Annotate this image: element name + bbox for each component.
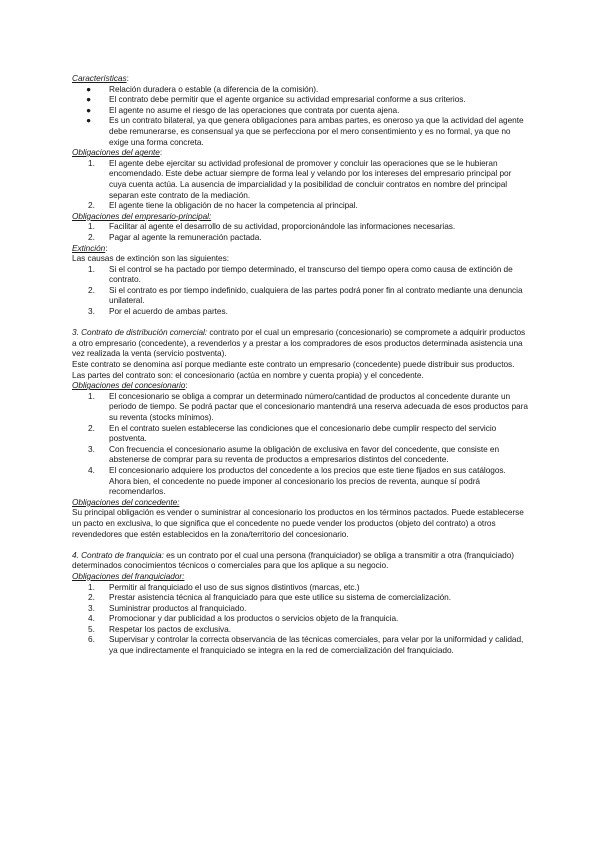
list-item-text: El contrato debe permitir que el agente organice su actividad empresarial conforme a sus criterios. <box>109 94 466 105</box>
distribucion-title: 3. Contrato de distribución comercial: <box>72 327 208 338</box>
bullet-icon: ● <box>86 115 91 126</box>
list-item-text: Promocionar y dar publicidad a los productos o servicios objeto de la franquicia. <box>109 613 399 624</box>
bullet-icon: ● <box>86 104 91 115</box>
list-number: 4. <box>88 464 95 475</box>
list-item <box>72 624 528 635</box>
distribucion-intro-paragraph <box>72 327 528 359</box>
list-item <box>72 105 528 116</box>
list-item-text: El agente debe ejercitar su actividad profesional de promover y concluir las operaciones que se le hubieran encomendado. Este debe actuar siempre de forma leal y velando por los intereses del empresario principal por cuya cuenta actúa. La ausencia de imparcialidad y la posibilidad de concluir contratos en nombre del principal separan este contrato de la mediación. <box>109 157 512 200</box>
list-number: 2. <box>88 592 95 603</box>
franquicia-title: 4. Contrato de franquicia: <box>72 549 164 560</box>
list-item-text: El concesionario adquiere los productos del concedente a los precios que este tiene fijados en sus catálogos. Ahora bien, el concedente no puede imponer al concesionario los precios de reventa, aunque sí podrá recomendarlos. <box>109 464 506 497</box>
list-item-text: Si el control se ha pactado por tiempo determinado, el transcurso del tiempo opera como causa de extinción de contrato. <box>109 263 513 285</box>
list-number: 4. <box>88 613 95 624</box>
oblig-concesionario-heading-line <box>72 380 528 391</box>
list-item-text: Pagar al agente la remuneración pactada. <box>109 231 262 242</box>
caracteristicas-heading-line <box>72 73 528 84</box>
list-item <box>72 613 528 624</box>
list-item-text: Relación duradera o estable (a diferencia de la comisión). <box>109 83 319 94</box>
extincion-heading: Extinción <box>72 242 106 253</box>
list-number: 6. <box>88 634 95 645</box>
list-number: 2. <box>88 422 95 433</box>
caracteristicas-list <box>72 84 528 148</box>
obligaciones-agente-colon: : <box>159 147 163 158</box>
list-item <box>72 285 528 306</box>
list-item <box>72 158 528 200</box>
obligaciones-empresario-list <box>72 221 528 242</box>
distribucion-paragraph: Este contrato se denomina así porque mediante este contrato un empresario (concedente) puede distribuir sus productos. Las partes del contrato son: el concesionario (actúa en nombre y cuenta propia) y el concedente. <box>72 359 515 380</box>
list-item <box>72 603 528 614</box>
list-number: 2. <box>88 284 95 295</box>
list-item <box>72 94 528 105</box>
list-item-text: Suministrar productos al franquiciado. <box>109 602 247 613</box>
extincion-list <box>72 264 528 317</box>
section-gap <box>72 539 528 550</box>
oblig-franquiciador-list <box>72 582 528 656</box>
franquicia-intro: es un contrato por el cual una persona (franquiciador) se obliga a transmitir a otra (franquiciado) determinados conocimientos técnicos o comerciales para que los aplique a su negocio. <box>72 549 514 571</box>
obligaciones-empresario-heading-line <box>72 211 528 222</box>
list-item <box>72 465 528 497</box>
list-item <box>72 634 528 655</box>
list-item-text: Facilitar al agente el desarrollo de su actividad, proporcionándole las informaciones necesarias. <box>109 221 456 232</box>
obligaciones-agente-list <box>72 158 528 211</box>
list-item <box>72 232 528 243</box>
oblig-concedente-text: Su principal obligación es vender o suministrar al concesionario los productos en los términos pactados. Puede establecerse un pacto en exclusiva, lo que significa que el concedente no puede vender los productos (objeto del contrato) a otros revendedores que estén establecidos en la zona/territorio del concesionario. <box>72 507 524 539</box>
list-item <box>72 423 528 444</box>
list-item-text: Prestar asistencia técnica al franquiciado para que este utilice su sistema de comercialización. <box>109 592 452 603</box>
oblig-concesionario-list <box>72 391 528 497</box>
list-item <box>72 391 528 423</box>
oblig-franquiciador-heading: Obligaciones del franquiciador: <box>72 570 185 581</box>
list-item-text: Si el contrato es por tiempo indefinido, cualquiera de las partes podrá poner fin al contrato mediante una denuncia unilateral. <box>109 284 523 306</box>
list-number: 1. <box>88 157 95 168</box>
list-item <box>72 84 528 95</box>
list-item <box>72 115 528 147</box>
obligaciones-agente-heading: Obligaciones del agente <box>72 147 160 158</box>
distribucion-intro: contrato por el cual un empresario (concesionario) se compromete a adquirir productos a otro empresario (concedente), a revenderlos y a prestar a los compradores de esos productos determinada asistencia una vez realizada la venta (servicio postventa). <box>72 327 526 359</box>
oblig-concedente-heading: Obligaciones del concedente: <box>72 496 180 507</box>
list-item-text: Por el acuerdo de ambas partes. <box>109 306 228 317</box>
list-number: 1. <box>88 263 95 274</box>
list-number: 5. <box>88 623 95 634</box>
caracteristicas-colon: : <box>126 73 129 83</box>
document-body <box>72 73 528 656</box>
list-number: 2. <box>88 231 95 242</box>
list-number: 1. <box>88 390 95 401</box>
list-item <box>72 200 528 211</box>
oblig-franquiciador-heading-line <box>72 571 528 582</box>
list-item-text: En el contrato suelen establecerse las condiciones que el concesionario debe cumplir respecto del servicio postventa. <box>109 422 497 444</box>
list-item <box>72 592 528 603</box>
extincion-heading-line <box>72 243 528 254</box>
list-item-text: El agente tiene la obligación de no hacer la competencia al principal. <box>109 200 358 211</box>
list-item-text: Respetar los pactos de exclusiva. <box>109 623 231 634</box>
list-item <box>72 264 528 285</box>
bullet-icon: ● <box>86 83 91 94</box>
list-number: 1. <box>88 581 95 592</box>
extincion-colon: : <box>105 242 108 253</box>
list-item-text: El concesionario se obliga a comprar un determinado número/cantidad de productos al concedente durante un periodo de tiempo. Se podrá pactar que el concesionario mantendrá una reserva adecuada de esos productos para su reventa (stocks mínimos). <box>109 390 528 422</box>
list-item-text: Supervisar y controlar la correcta observancia de las técnicas comerciales, para velar por la uniformidad y calidad, ya que indirectamente el franquiciado se integra en la red de comercialización del franquiciado. <box>109 634 524 656</box>
list-item <box>72 444 528 465</box>
list-item-text: Permitir al franquiciado el uso de sus signos distintivos (marcas, etc.) <box>109 581 360 592</box>
oblig-concedente-heading-line <box>72 497 528 508</box>
list-item-text: El agente no asume el riesgo de las operaciones que contrata por cuenta ajena. <box>109 104 400 115</box>
oblig-concesionario-heading: Obligaciones del concesionario <box>72 380 186 391</box>
list-number: 3. <box>88 602 95 613</box>
list-number: 3. <box>88 443 95 454</box>
obligaciones-empresario-heading: Obligaciones del empresario-principal: <box>72 210 212 221</box>
obligaciones-agente-heading-line <box>72 147 528 158</box>
franquicia-intro-paragraph <box>72 550 528 571</box>
list-item-text: Con frecuencia el concesionario asume la obligación de exclusiva en favor del concedente, que consiste en abstenerse de comprar para su reventa de productos a empresarios distintos del concedente. <box>109 443 500 465</box>
caracteristicas-heading: Características <box>72 73 127 83</box>
extincion-intro: Las causas de extinción son las siguientes: <box>72 253 229 264</box>
list-item <box>72 221 528 232</box>
list-number: 2. <box>88 200 95 211</box>
oblig-concesionario-colon: : <box>185 380 188 391</box>
list-number: 1. <box>88 221 95 232</box>
bullet-icon: ● <box>86 94 91 105</box>
list-number: 3. <box>88 306 95 317</box>
list-item <box>72 582 528 593</box>
list-item <box>72 306 528 317</box>
list-item-text: Es un contrato bilateral, ya que genera obligaciones para ambas partes, es oneroso ya que la actividad del agente debe remunerarse, es consensual ya que se perfecciona por el mero consentimiento y es no formal, ya que no exige una forma concreta. <box>109 115 524 147</box>
section-gap <box>72 317 528 328</box>
